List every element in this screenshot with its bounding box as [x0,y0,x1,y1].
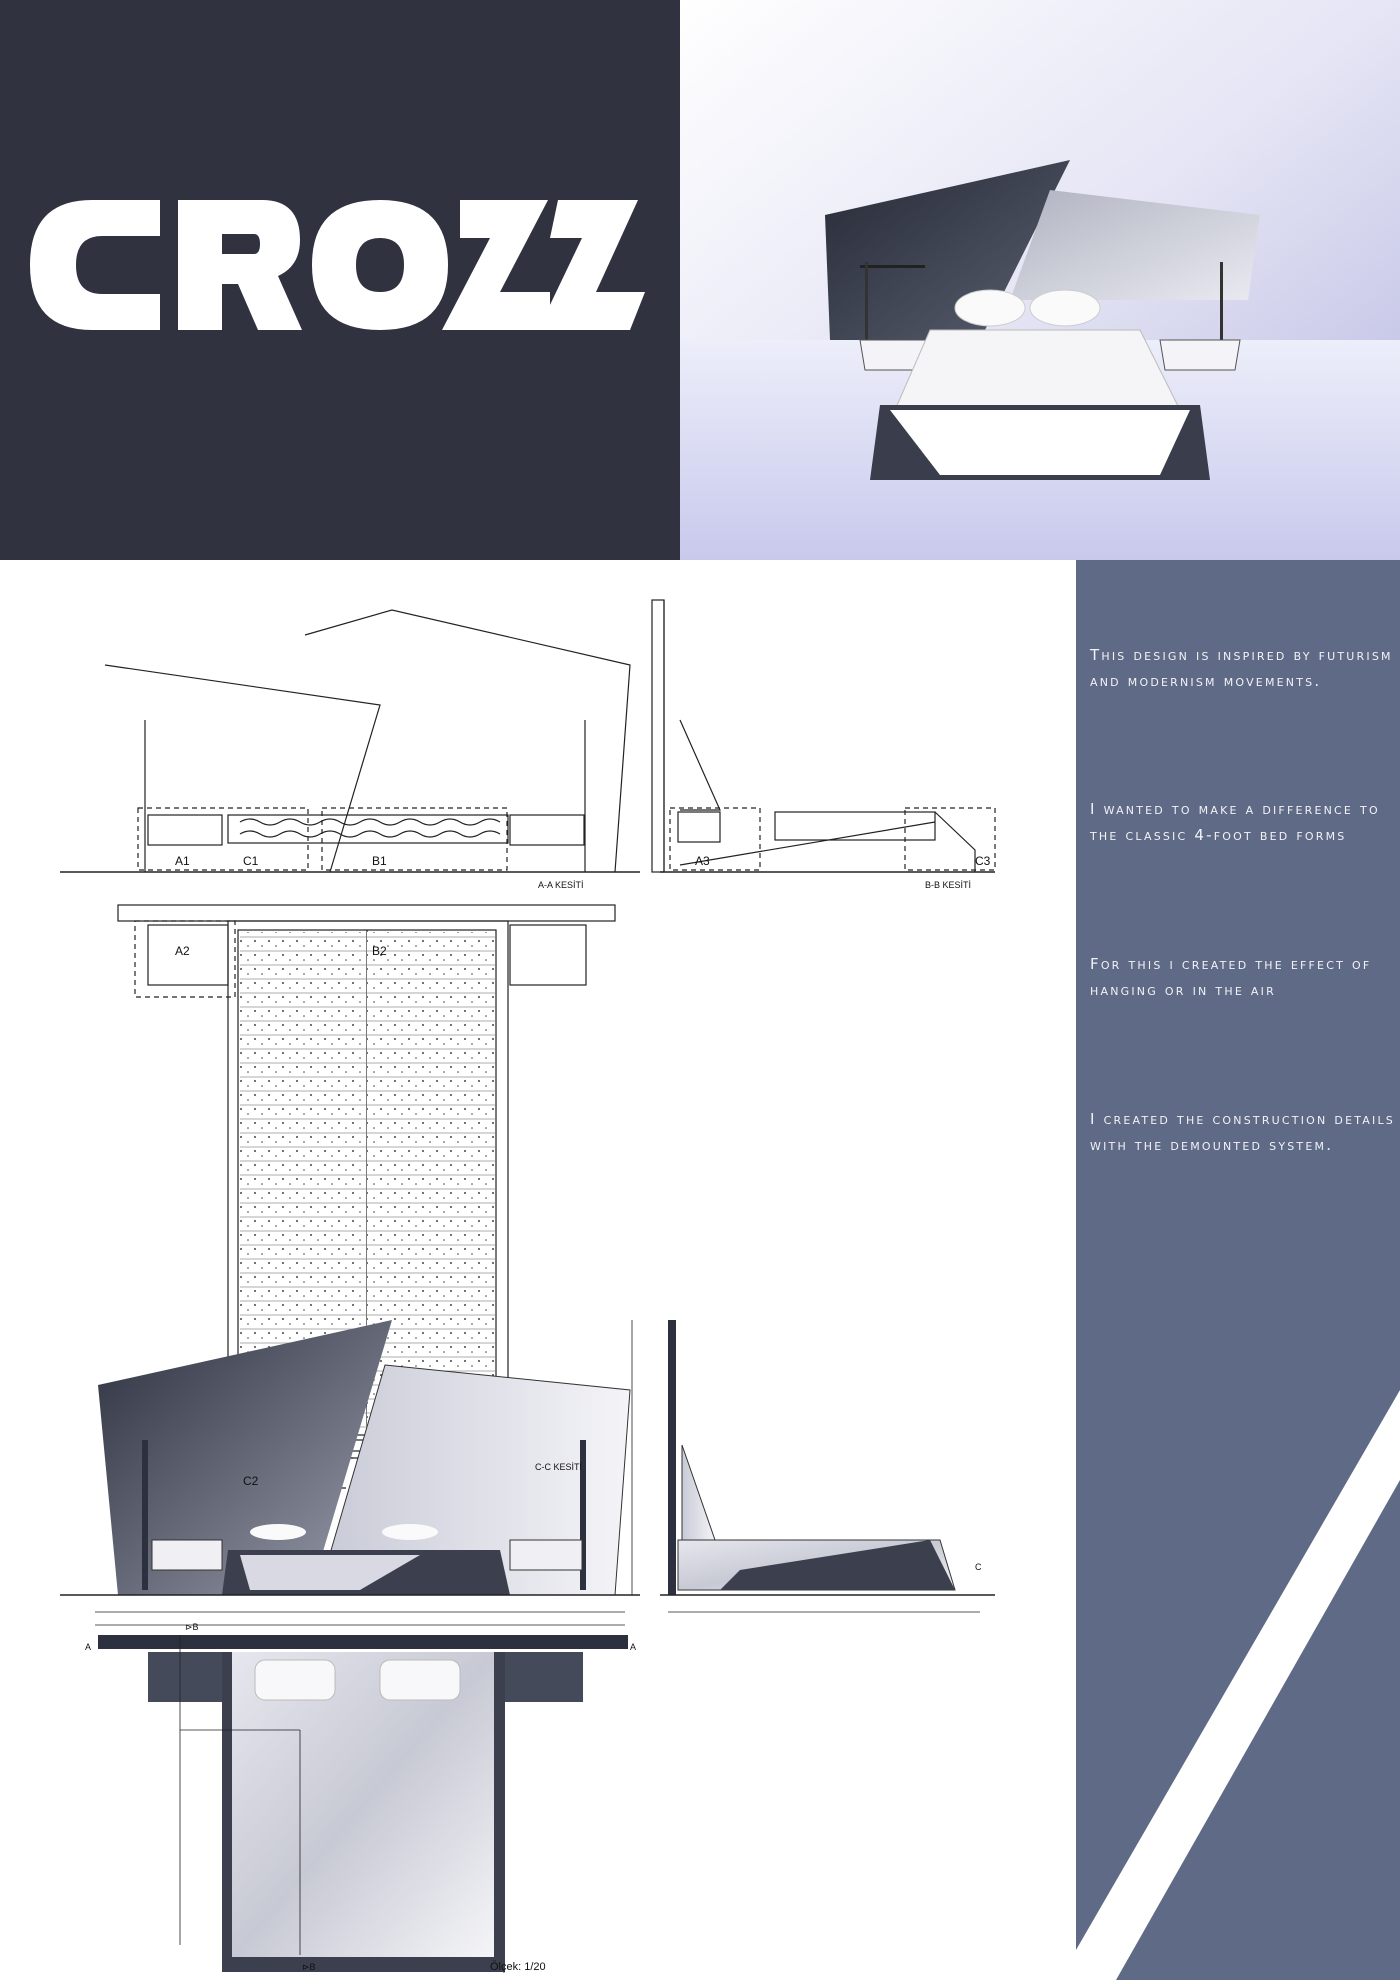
label-c2: C2 [243,1474,259,1488]
label-b2: B2 [372,944,387,958]
label-b1: B1 [372,854,387,868]
rendered-plan [98,1635,628,1972]
concept-text-4: I created the construction details with the demounted system. [1090,1110,1395,1154]
rendered-side-elevation [632,1320,995,1612]
diagonal-stripe [1076,560,1400,1980]
cross-logo [30,200,645,330]
bed-render-image [680,0,1400,560]
marker-a-left: A [85,1642,92,1652]
section-label-bb: B-B KESİTİ [925,880,972,890]
marker-b-top: ⊳B [185,1622,199,1632]
marker-a-right: A [630,1642,637,1652]
label-a2: A2 [175,944,190,958]
logo-text: CROSS [30,200,34,201]
section-a-a-drawing [60,610,640,872]
label-a3: A3 [695,854,710,868]
concept-text-2: I wanted to make a difference to the classic 4-foot bed forms [1090,800,1380,844]
rendered-front-elevation [60,1320,640,1625]
label-c3: C3 [975,854,991,868]
section-label-cc: C-C KESİTİ [535,1462,583,1472]
header-dark-block [0,0,680,560]
scale-label: Ölçek: 1/20 [490,1961,546,1973]
section-label-aa: A-A KESİTİ [538,880,584,890]
marker-c: C [975,1562,982,1572]
label-c1: C1 [243,854,259,868]
technical-drawings [0,560,1076,1980]
concept-panel [1076,560,1400,1980]
label-a1: A1 [175,854,190,868]
section-b-b-drawing [652,600,995,872]
marker-b-bottom: ⊳B [302,1962,316,1972]
concept-text-3: For this i created the effect of hanging or in the air [1090,955,1372,999]
concept-text-1: This design is inspired by futurism and modernism movements. [1090,646,1393,690]
